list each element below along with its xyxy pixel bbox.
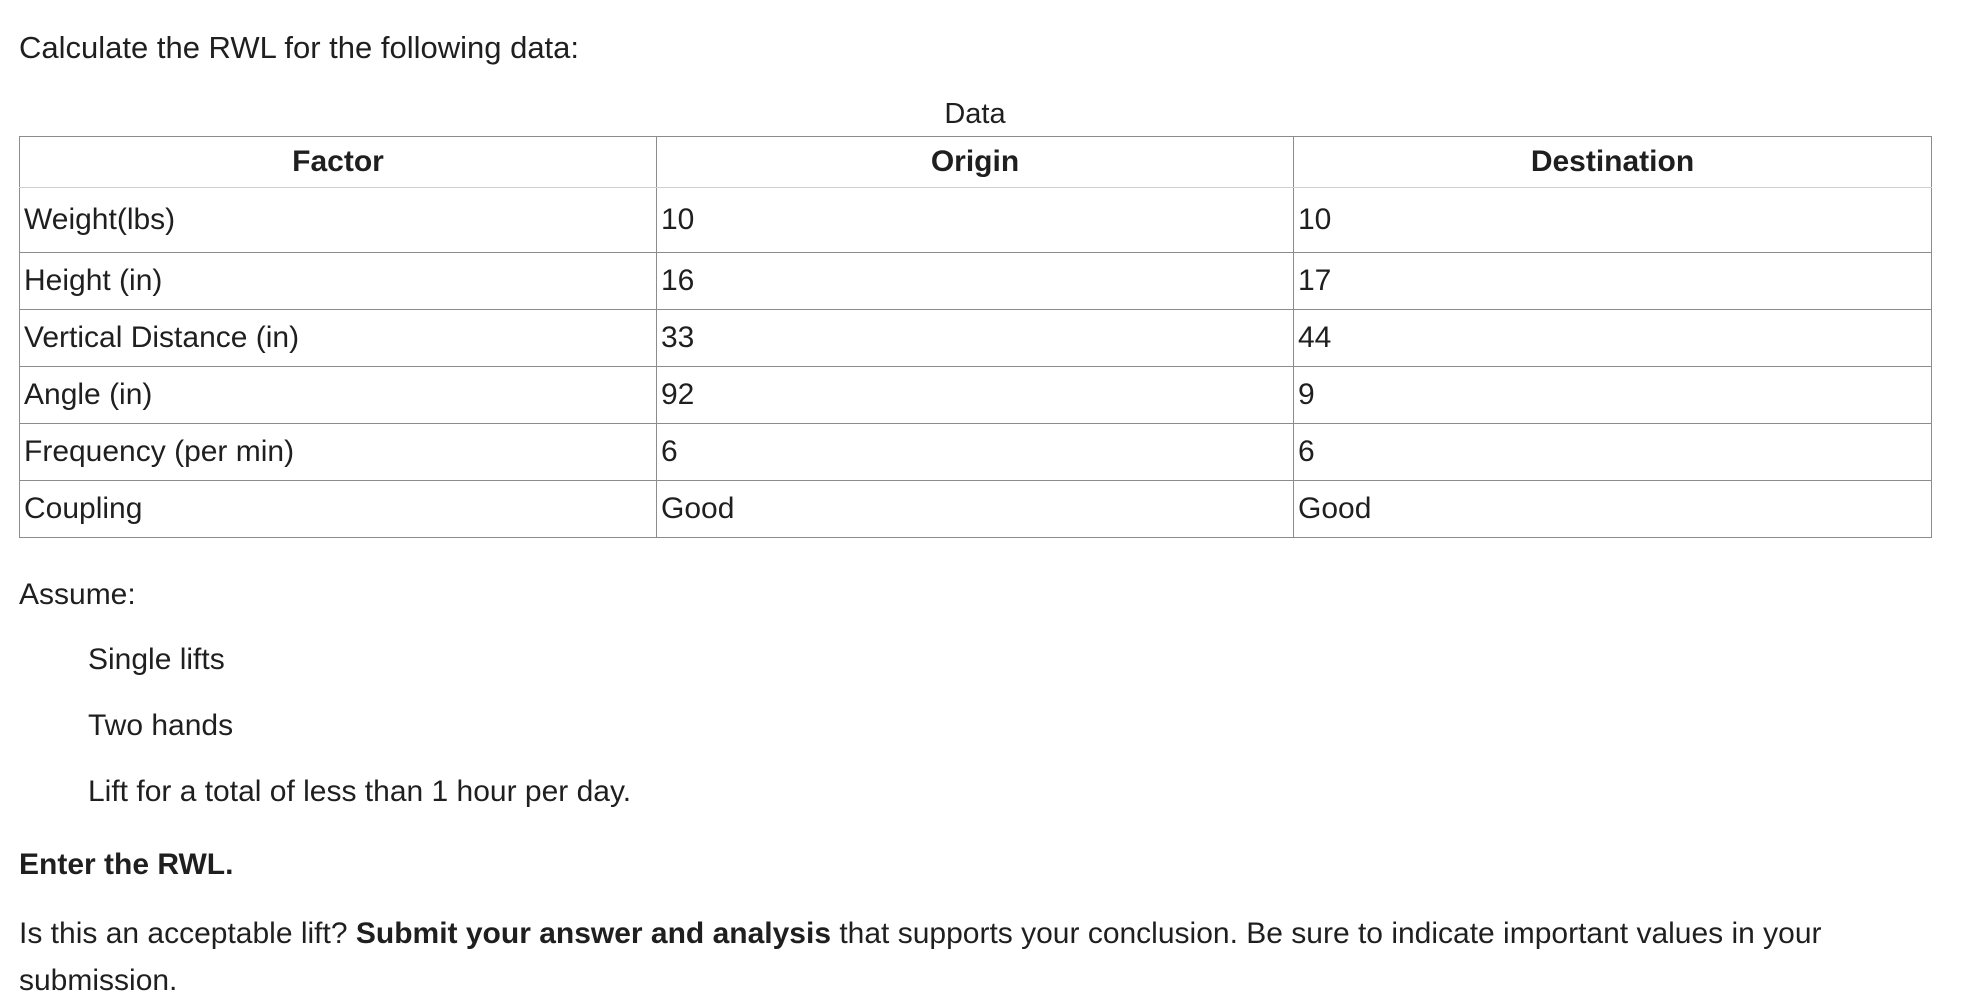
origin-cell: 16 [657, 253, 1294, 310]
assumption-item: Lift for a total of less than 1 hour per day. [88, 775, 632, 808]
factor-cell: Vertical Distance (in) [20, 310, 657, 367]
origin-cell: 92 [657, 367, 1294, 424]
factor-cell: Angle (in) [20, 367, 657, 424]
assumption-item: Single lifts [88, 643, 225, 676]
acceptable-lift-question [19, 910, 1939, 1004]
enter-rwl-instruction: Enter the RWL. [19, 848, 234, 881]
table-row [20, 188, 1932, 253]
assume-label: Assume: [19, 578, 136, 611]
origin-cell: 10 [657, 188, 1294, 253]
destination-cell: 9 [1294, 367, 1932, 424]
question-text-end: that supports your conclusion. Be sure to indicate important values in your submission. [19, 917, 1822, 997]
data-table [19, 136, 1932, 538]
table-caption: Data [944, 98, 1006, 130]
assumption-item: Two hands [88, 709, 234, 742]
table-row [20, 253, 1932, 310]
destination-cell: 6 [1294, 424, 1932, 481]
table-row [20, 310, 1932, 367]
origin-cell: 6 [657, 424, 1294, 481]
header-factor: Factor [20, 137, 657, 188]
destination-cell: Good [1294, 481, 1932, 538]
header-destination: Destination [1294, 137, 1932, 188]
question-bold-text: Submit your answer and analysis [355, 917, 832, 950]
table-row [20, 424, 1932, 481]
table-row [20, 481, 1932, 538]
destination-cell: 17 [1294, 253, 1932, 310]
destination-cell: 10 [1294, 188, 1932, 253]
header-origin: Origin [657, 137, 1294, 188]
table-row [20, 367, 1932, 424]
table-header-row [20, 137, 1932, 188]
assumption-list [88, 640, 631, 838]
factor-cell: Coupling [20, 481, 657, 538]
origin-cell: Good [657, 481, 1294, 538]
destination-cell: 44 [1294, 310, 1932, 367]
factor-cell: Frequency (per min) [20, 424, 657, 481]
intro-text: Calculate the RWL for the following data: [19, 30, 580, 65]
factor-cell: Weight(lbs) [20, 188, 657, 253]
factor-cell: Height (in) [20, 253, 657, 310]
question-text-start: Is this an acceptable lift? [19, 917, 356, 950]
origin-cell: 33 [657, 310, 1294, 367]
